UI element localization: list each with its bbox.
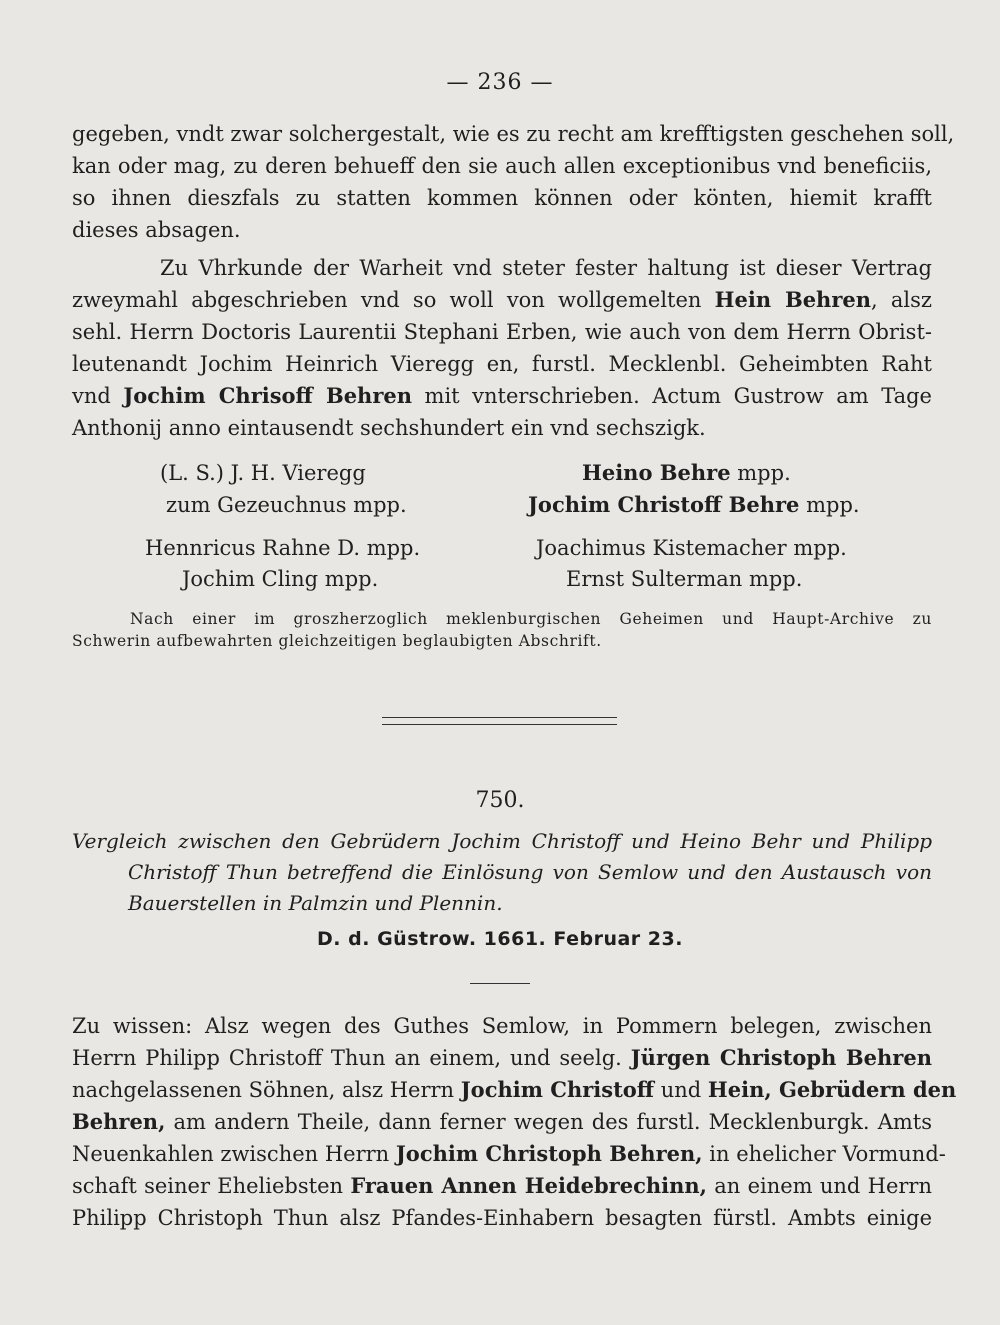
person-name: Jochim Chrisoff Behren: [123, 383, 413, 408]
person-name: Hein Behren: [714, 287, 872, 312]
person-name: Jürgen Christoph Behren: [630, 1045, 932, 1070]
person-name: Jochim Christoff: [460, 1077, 655, 1102]
text-line: kan oder mag, zu deren behueff den sie auch allen exceptionibus vnd beneficiis,: [72, 154, 932, 178]
short-divider: [470, 983, 530, 984]
paragraph-main: [72, 1010, 957, 1234]
page-number: — 236 —: [446, 70, 554, 95]
text-line: Zu Vhrkunde der Warheit vnd steter fester haltung ist dieser Vertrag: [160, 256, 932, 280]
signature-left-1: (L. S.) J. H. Vieregg: [160, 461, 366, 485]
text-line: [72, 1170, 932, 1202]
text-line: Vergleich zwischen den Gebrüdern Jochim Christoff und Heino Behr und Philipp: [72, 829, 932, 853]
text-line: [72, 380, 932, 412]
text-line: [72, 1042, 932, 1074]
signature-left-2: zum Gezeuchnus mpp.: [166, 493, 407, 517]
text-line: Philipp Christoph Thun alsz Pfandes-Einhabern besagten fürstl. Ambts einige: [72, 1206, 932, 1230]
text-segment: vnd: [72, 384, 111, 408]
text-segment: Neuenkahlen zwischen Herrn: [72, 1142, 390, 1166]
text-line: Anthonij anno eintausendt sechshundert ein vnd sechszigk.: [72, 416, 706, 440]
person-name: Behren,: [72, 1109, 166, 1134]
text-segment: mit vnterschrieben. Actum Gustrow am Tage: [424, 384, 932, 408]
signature-right-3: Joachimus Kistemacher mpp.: [536, 536, 847, 560]
signature-right-1: [582, 457, 791, 489]
text-segment: zweymahl abgeschrieben vnd so woll von wollgemelten: [72, 288, 702, 312]
paragraph-continuation: [72, 118, 955, 246]
signature-left-4: Jochim Cling mpp.: [182, 567, 379, 591]
person-name: Jochim Christoph Behren,: [395, 1141, 703, 1166]
signature-name: Jochim Christoff Behre: [528, 492, 800, 517]
signature-left-3: Hennricus Rahne D. mpp.: [145, 536, 421, 560]
text-line: Schwerin aufbewahrten gleichzeitigen beglaubigten Abschrift.: [72, 632, 602, 650]
text-line: [72, 1106, 932, 1138]
signature-name: Heino Behre: [582, 460, 731, 485]
signature-right-2: [528, 489, 860, 521]
text-line: [72, 284, 932, 316]
text-segment: Herrn Philipp Christoff Thun an einem, und seelg.: [72, 1046, 622, 1070]
text-line: gegeben, vndt zwar solchergestalt, wie es zu recht am krefftigsten geschehen soll,: [72, 122, 955, 146]
text-segment: in ehelicher Vormund-: [709, 1142, 946, 1166]
signature-right-4: Ernst Sulterman mpp.: [566, 567, 803, 591]
person-name: Hein, Gebrüdern den: [707, 1077, 957, 1102]
text-segment: an einem und Herrn: [714, 1174, 932, 1198]
text-line: Zu wissen: Alsz wegen des Guthes Semlow, in Pommern belegen, zwischen: [72, 1014, 932, 1038]
text-segment: , alsz: [871, 288, 932, 312]
person-name: Frauen Annen Heidebrechinn,: [350, 1173, 707, 1198]
source-note: [72, 608, 932, 652]
signature-suffix: mpp.: [806, 493, 860, 517]
text-line: sehl. Herrn Doctoris Laurentii Stephani Erben, wie auch von dem Herrn Obrist-: [72, 320, 932, 344]
text-line: Christoff Thun betreffend die Einlösung von Semlow und den Austausch von: [128, 860, 932, 884]
text-line: [72, 1138, 946, 1170]
text-line: so ihnen dieszfals zu statten kommen können oder könten, hiemit krafft: [72, 186, 932, 210]
text-line: dieses absagen.: [72, 218, 241, 242]
document-summary: [72, 826, 932, 919]
text-segment: und: [660, 1078, 702, 1102]
text-segment: am andern Theile, dann ferner wegen des furstl. Mecklenburgk. Amts: [173, 1110, 932, 1134]
text-line: leutenandt Jochim Heinrich Vieregg en, furstl. Mecklenbl. Geheimbten Raht: [72, 352, 932, 376]
document-number: 750.: [475, 788, 525, 813]
signature-suffix: mpp.: [737, 461, 791, 485]
text-segment: schaft seiner Eheliebsten: [72, 1174, 344, 1198]
date-line: D. d. Güstrow. 1661. Februar 23.: [317, 928, 683, 950]
text-line: [72, 1074, 957, 1106]
section-divider: [382, 717, 617, 725]
paragraph-attestation: [72, 252, 932, 444]
text-segment: nachgelassenen Söhnen, alsz Herrn: [72, 1078, 455, 1102]
text-line: Nach einer im groszherzoglich meklenburgischen Geheimen und Haupt-Archive zu: [130, 610, 932, 628]
text-line: Bauerstellen in Palmzin und Plennin.: [128, 891, 503, 915]
